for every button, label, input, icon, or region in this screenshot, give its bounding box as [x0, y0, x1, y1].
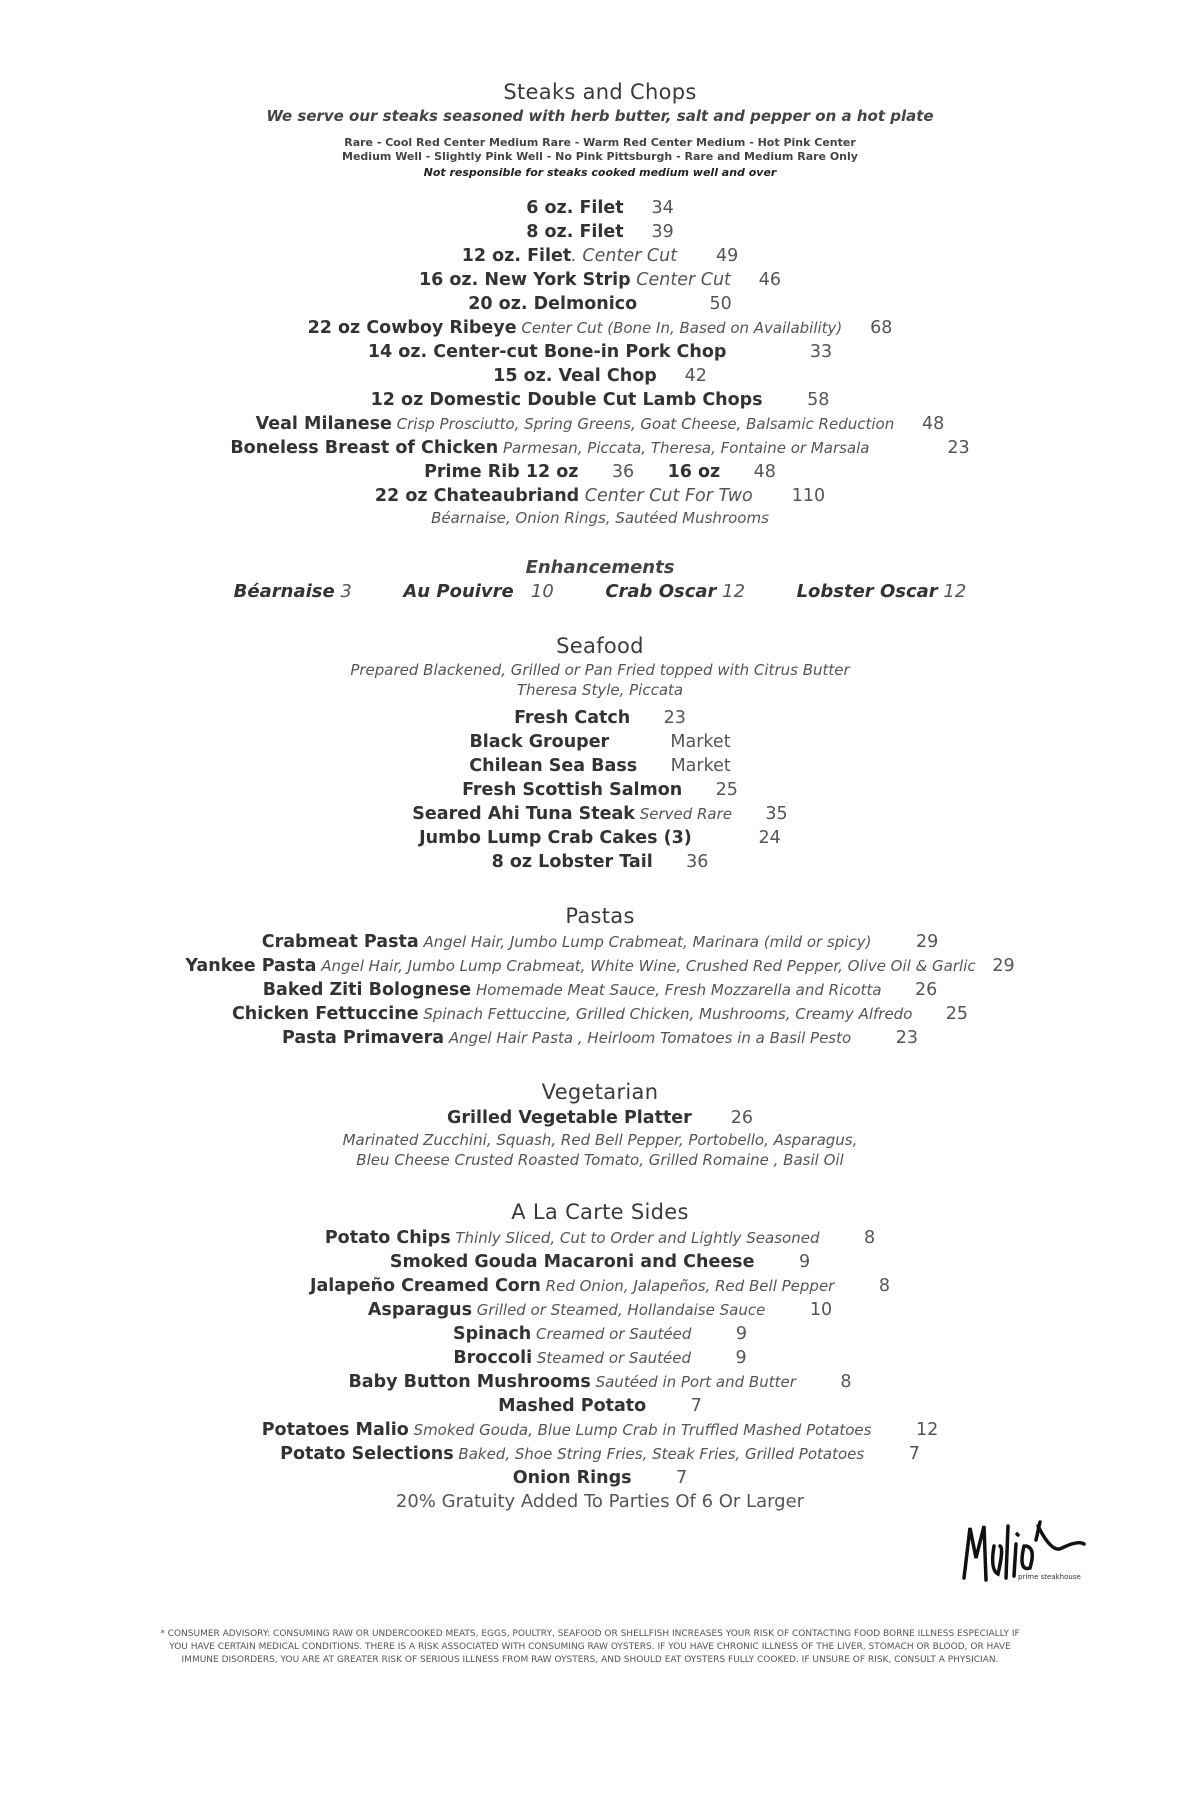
logo-tagline: prime steakhouse — [1018, 1573, 1081, 1581]
steaks-title: Steaks and Chops — [503, 80, 697, 104]
item-name: 16 oz. New York Strip — [418, 270, 631, 290]
item-price: 48 — [922, 414, 945, 434]
pastas-title: Pastas — [565, 904, 635, 928]
menu-item: Onion Rings 7 — [512, 1468, 688, 1488]
menu-item: Pasta Primavera Angel Hair Pasta , Heirloom Tomatoes in a Basil Pesto 23 — [282, 1028, 918, 1048]
menu-item: Potato Chips Thinly Sliced, Cut to Order and Lightly Seasoned 8 — [324, 1228, 876, 1248]
item-name: 22 oz Cowboy Ribeye — [307, 318, 517, 338]
vegetarian-title: Vegetarian — [541, 1080, 659, 1104]
item-name: 12 oz Domestic Double Cut Lamb Chops — [370, 390, 763, 410]
menu-item: Grilled Vegetable Platter 26 — [446, 1108, 754, 1128]
menu-item: Crabmeat Pasta Angel Hair, Jumbo Lump Crabmeat, Marinara (mild or spicy) 29 — [261, 932, 939, 952]
item-price: 34 — [651, 198, 674, 218]
vegetarian-note-2: Bleu Cheese Crusted Roasted Tomato, Grilled Romaine , Basil Oil — [356, 1151, 844, 1169]
menu-item: Spinach Creamed or Sautéed 9 — [452, 1324, 748, 1344]
menu-item: Broccoli Steamed or Sautéed 9 — [453, 1348, 747, 1368]
temperature-guide-line-1: Rare - Cool Red Center Medium Rare - Warm Red Center Medium - Hot Pink Center — [344, 136, 856, 149]
menu-item: 22 oz Cowboy Ribeye Center Cut (Bone In, Based on Availability) 68 — [307, 318, 893, 338]
consumer-advisory: * CONSUMER ADVISORY: CONSUMING RAW OR UNDERCOOKED MEATS, EGGS, POULTRY, SEAFOOD OR SHELLFISH INCREASES YOUR RISK OF CONTACTING FOOD BORNE ILLNESS ESPECIALLY IF YOU HAVE CERTAIN MEDICAL CONDITIONS. THERE IS A RISK ASSOCIATED WITH CONSUMING RAW OYSTERS. IF YOU HAVE CHRONIC ILLNESS OF THE LIVER, STOMACH OR BLOOD, OR HAVE IMMUNE DISORDERS, YOU ARE AT GREATER RISK OF SERIOUS ILLNESS FROM RAW OYSTERS, AND SHOULD EAT OYSTERS FULLY COOKED. IF UNSURE OF RISK, CONSULT A PHYSICIAN. — [160, 1629, 1020, 1665]
menu-item: Mashed Potato 7 — [498, 1396, 702, 1416]
menu-item: Jumbo Lump Crab Cakes (3) 24 — [419, 828, 781, 848]
menu-item — [0, 220, 1200, 244]
item-price: 33 — [809, 342, 833, 362]
item-name: 6 oz. Filet — [526, 198, 624, 218]
menu-item: Seared Ahi Tuna Steak Served Rare 35 — [412, 804, 788, 824]
item-price: 50 — [709, 294, 732, 314]
menu-item — [0, 364, 1200, 388]
enhancements-list: Béarnaise 3 Au Pouivre 10 Crab Oscar 12 Lobster Oscar 12 — [233, 581, 967, 602]
item-price: 39 — [651, 222, 674, 242]
menu-item — [0, 292, 1200, 316]
menu-item: Smoked Gouda Macaroni and Cheese 9 — [389, 1252, 811, 1272]
item-price: 58 — [807, 390, 830, 410]
menu-item: Baby Button Mushrooms Sautéed in Port and Butter 8 — [348, 1372, 852, 1392]
item-price: 68 — [870, 318, 893, 338]
menu-item — [0, 340, 1200, 364]
menu-item: Jalapeño Creamed Corn Red Onion, Jalapeños, Red Bell Pepper 8 — [309, 1276, 891, 1296]
item-price: 42 — [684, 366, 707, 386]
menu-item: Baked Ziti Bolognese Homemade Meat Sauce, Fresh Mozzarella and Ricotta 26 — [262, 980, 938, 1000]
menu-item: Asparagus Grilled or Steamed, Hollandaise Sauce 10 — [367, 1300, 833, 1320]
item-name: 20 oz. Delmonico — [468, 294, 638, 314]
gratuity-note: 20% Gratuity Added To Parties Of 6 Or Larger — [395, 1491, 805, 1512]
seafood-note-2: Theresa Style, Piccata — [516, 681, 684, 699]
menu-item-chateaubriand: 22 oz Chateaubriand Center Cut For Two 110 — [374, 486, 826, 506]
item-price: 46 — [758, 270, 782, 290]
seafood-title: Seafood — [556, 634, 644, 658]
menu-item — [0, 388, 1200, 412]
menu-item: Yankee Pasta Angel Hair, Jumbo Lump Crabmeat, White Wine, Crushed Red Pepper, Olive Oil & Garlic 29 — [185, 956, 1015, 976]
menu-item: Chilean Sea Bass Market — [469, 756, 731, 776]
menu-item: Chicken Fettuccine Spinach Fettuccine, Grilled Chicken, Mushrooms, Creamy Alfredo 25 — [231, 1004, 969, 1024]
item-name: 12 oz. Filet — [461, 246, 572, 266]
item-name: 8 oz. Filet — [526, 222, 624, 242]
enhancements-title: Enhancements — [525, 557, 675, 578]
item-name: 15 oz. Veal Chop — [493, 366, 657, 386]
temperature-guide-line-2: Medium Well - Slightly Pink Well - No Pink Pittsburgh - Rare and Medium Rare Only — [342, 150, 858, 163]
steaks-subtitle: We serve our steaks seasoned with herb butter, salt and pepper on a hot plate — [266, 107, 934, 125]
menu-item: 8 oz Lobster Tail 36 — [491, 852, 709, 872]
menu-item — [0, 196, 1200, 220]
menu-item-prime-rib: Prime Rib 12 oz 36 16 oz 48 — [424, 462, 776, 482]
seafood-note-1: Prepared Blackened, Grilled or Pan Fried topped with Citrus Butter — [350, 661, 850, 679]
menu-item: Boneless Breast of Chicken Parmesan, Piccata, Theresa, Fontaine or Marsala 23 — [230, 438, 970, 458]
item-price: 49 — [716, 246, 739, 266]
chateaubriand-note: Béarnaise, Onion Rings, Sautéed Mushrooms — [431, 509, 769, 527]
menu-item: Potato Selections Baked, Shoe String Fries, Steak Fries, Grilled Potatoes 7 — [280, 1444, 920, 1464]
item-name: 14 oz. Center-cut Bone-in Pork Chop — [367, 342, 727, 362]
sides-title: A La Carte Sides — [511, 1200, 689, 1224]
vegetarian-note-1: Marinated Zucchini, Squash, Red Bell Pepper, Portobello, Asparagus, — [342, 1131, 858, 1149]
menu-item: 16 oz. New York Strip Center Cut 46 — [418, 270, 782, 290]
menu-item: Fresh Scottish Salmon 25 — [462, 780, 738, 800]
menu-page — [0, 78, 1200, 1514]
item-name: Veal Milanese — [255, 414, 392, 434]
item-name: Boneless Breast of Chicken — [230, 438, 499, 458]
item-price: 23 — [947, 438, 970, 458]
menu-item: Fresh Catch 23 — [514, 708, 686, 728]
menu-item: Black Grouper Market — [469, 732, 731, 752]
menu-item: 12 oz. Filet. Center Cut 49 — [461, 246, 739, 266]
menu-item: Potatoes Malio Smoked Gouda, Blue Lump Crab in Truffled Mashed Potatoes 12 — [261, 1420, 939, 1440]
menu-item: Veal Milanese Crisp Prosciutto, Spring Greens, Goat Cheese, Balsamic Reduction 48 — [255, 414, 945, 434]
cooking-disclaimer: Not responsible for steaks cooked medium well and over — [423, 166, 777, 179]
